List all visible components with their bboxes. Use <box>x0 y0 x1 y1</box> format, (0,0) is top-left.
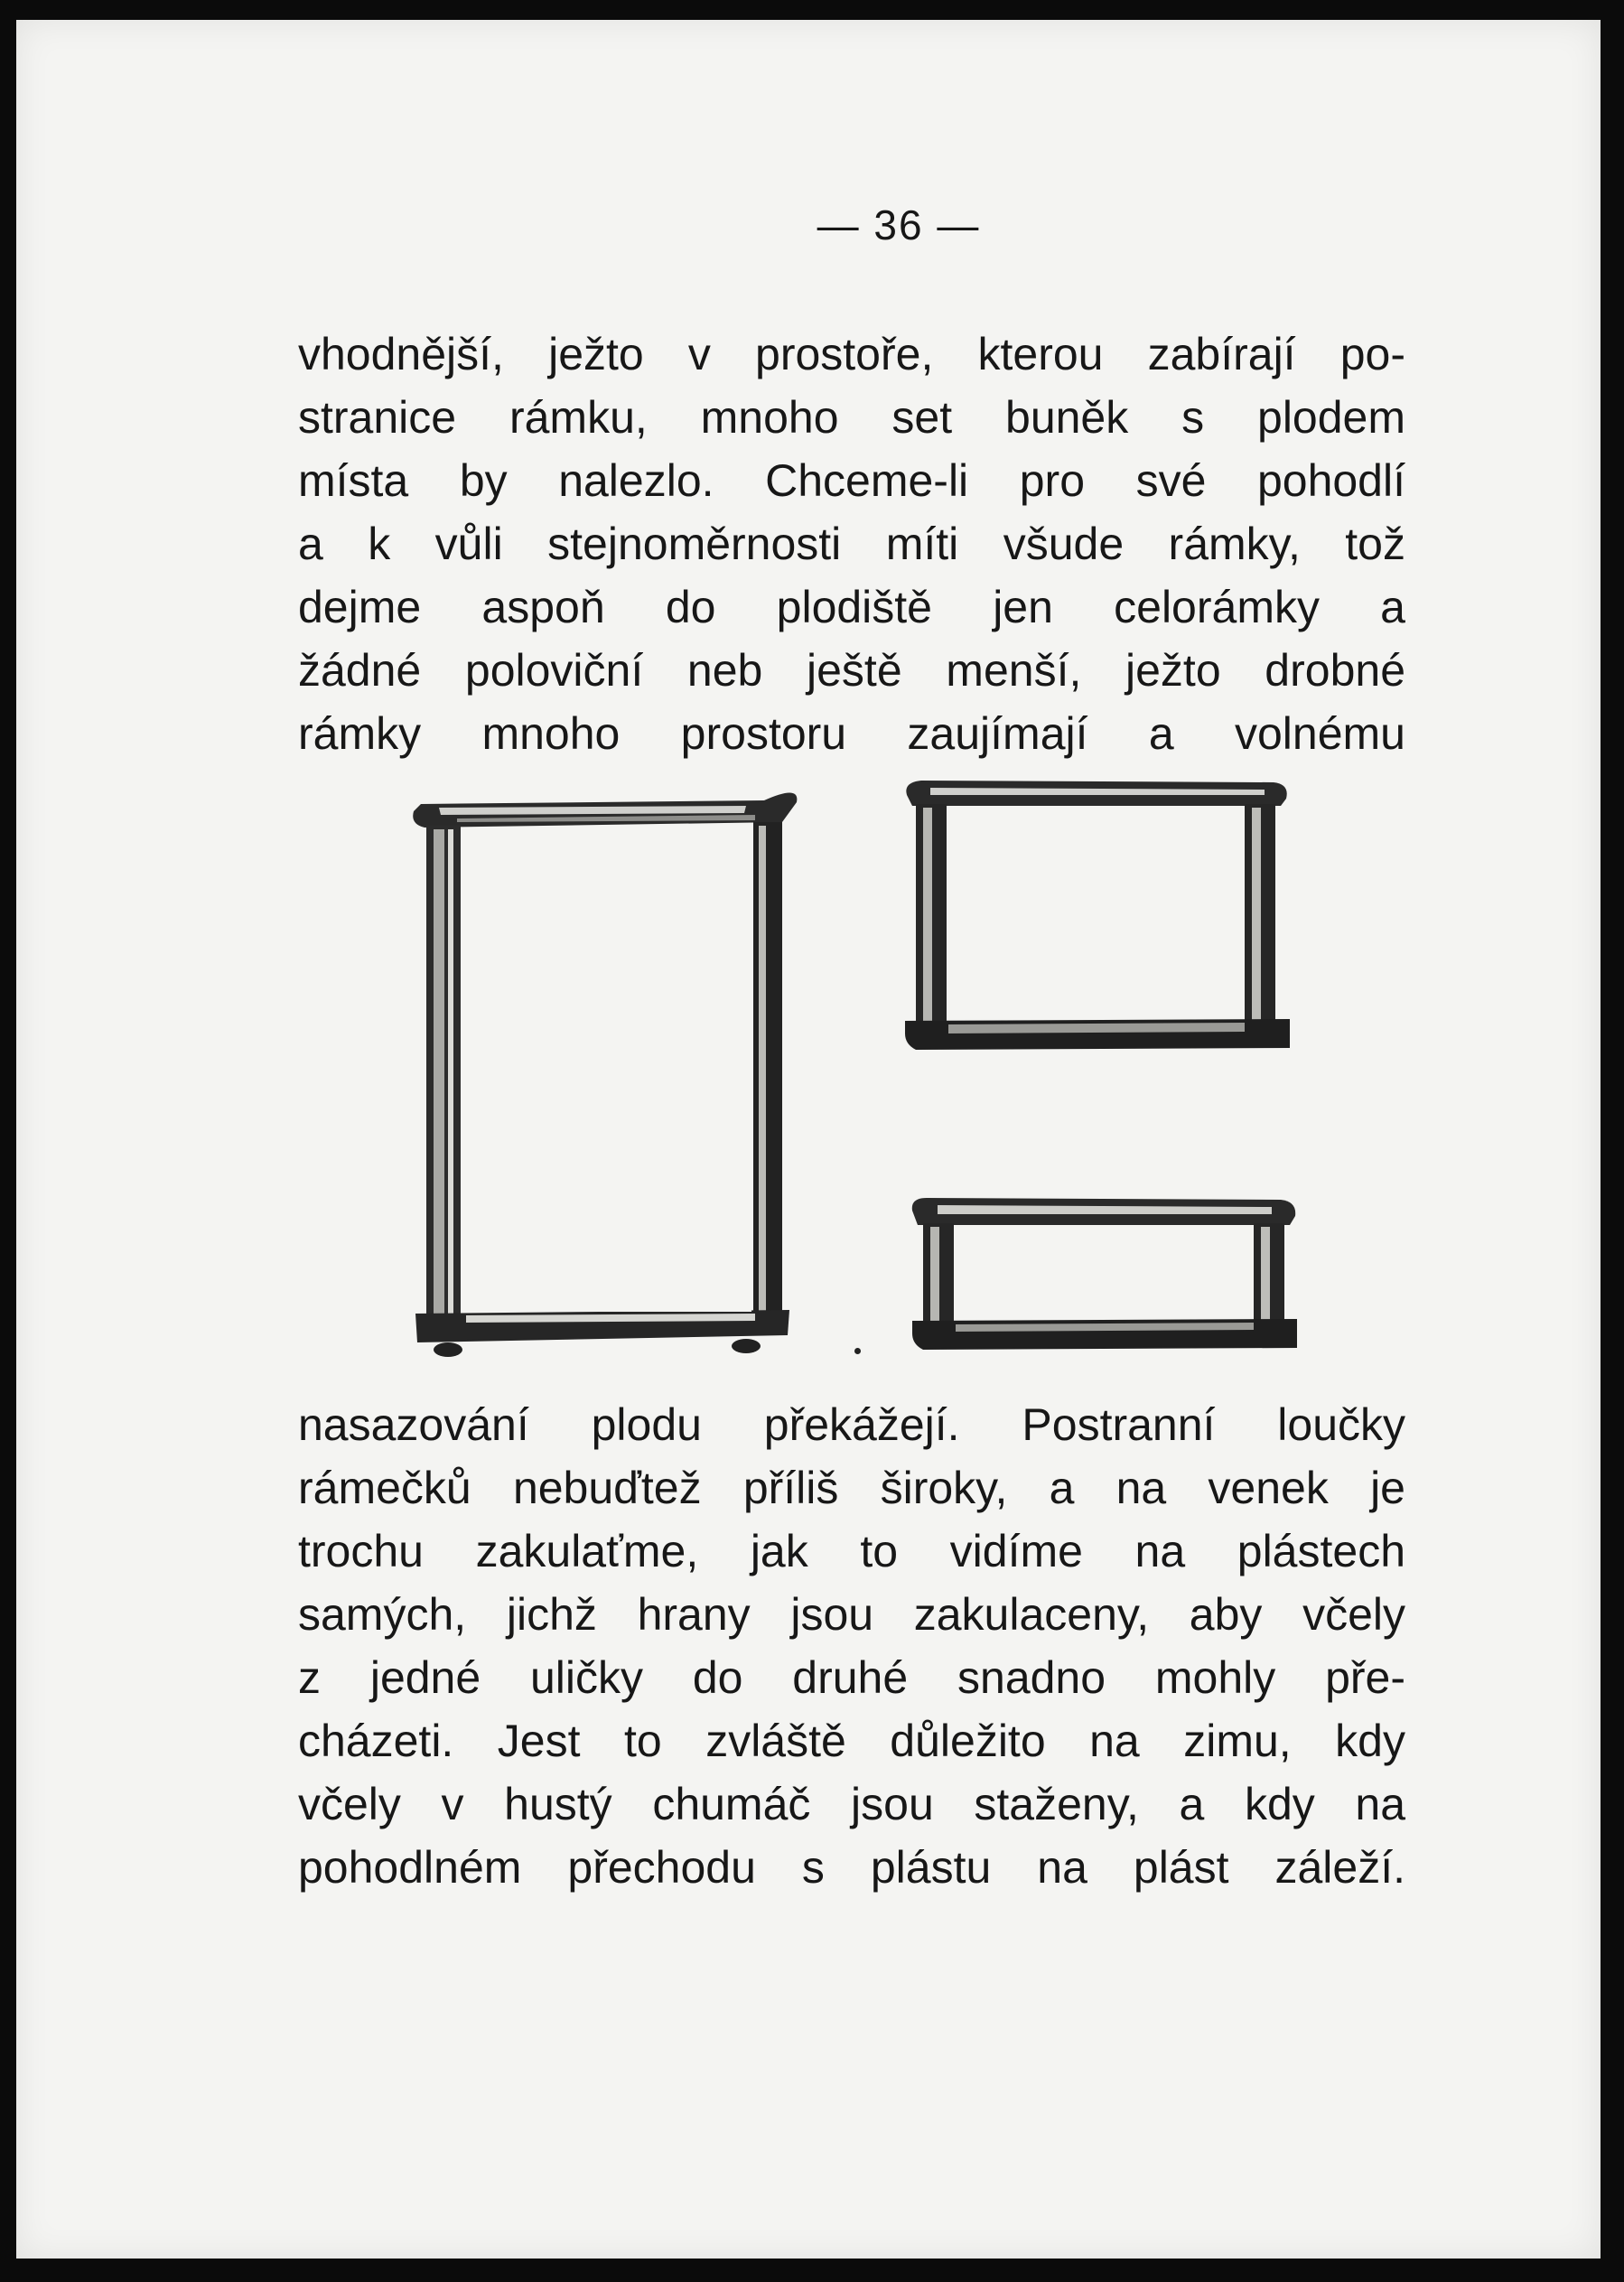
text-line: cházeti. Jest to zvláště důležito na zimu, kdy <box>298 1716 1405 1766</box>
text-line: trochu zakulaťme, jak to vidíme na plástech <box>298 1526 1405 1576</box>
page-number: — 36 — <box>817 201 981 248</box>
text-line: rámečků nebuďtež příliš široky, a na venek je <box>298 1463 1405 1513</box>
book-page <box>16 20 1601 2259</box>
text-line: stranice rámku, mnoho set buněk s plodem <box>298 392 1405 443</box>
text-line: a k vůli stejnoměrnosti míti všude rámky, tož <box>298 519 1405 569</box>
text-line: dejme aspoň do plodiště jen celorámky a <box>298 582 1405 632</box>
paragraph-top <box>298 323 1405 765</box>
paragraph-bottom <box>298 1393 1405 1899</box>
small-frame-illustration <box>910 1194 1299 1357</box>
full-frame-illustration <box>403 772 800 1359</box>
print-speck <box>854 1348 861 1354</box>
half-frame-illustration <box>903 777 1292 1066</box>
text-line: samých, jichž hrany jsou zakulaceny, aby včely <box>298 1589 1405 1640</box>
text-line: vhodnější, ježto v prostoře, kterou zabírají po- <box>298 329 1405 379</box>
text-line: z jedné uličky do druhé snadno mohly pře- <box>298 1652 1405 1703</box>
text-line: rámky mnoho prostoru zaujímají a volnému <box>298 708 1405 759</box>
text-line: nasazování plodu překážejí. Postranní loučky <box>298 1399 1405 1450</box>
text-line: žádné poloviční neb ještě menší, ježto drobné <box>298 645 1405 696</box>
text-line: pohodlném přechodu s plástu na plást záleží. <box>298 1842 1405 1893</box>
text-line: místa by nalezlo. Chceme-li pro své pohodlí <box>298 455 1405 506</box>
text-line: včely v hustý chumáč jsou staženy, a kdy na <box>298 1779 1405 1829</box>
